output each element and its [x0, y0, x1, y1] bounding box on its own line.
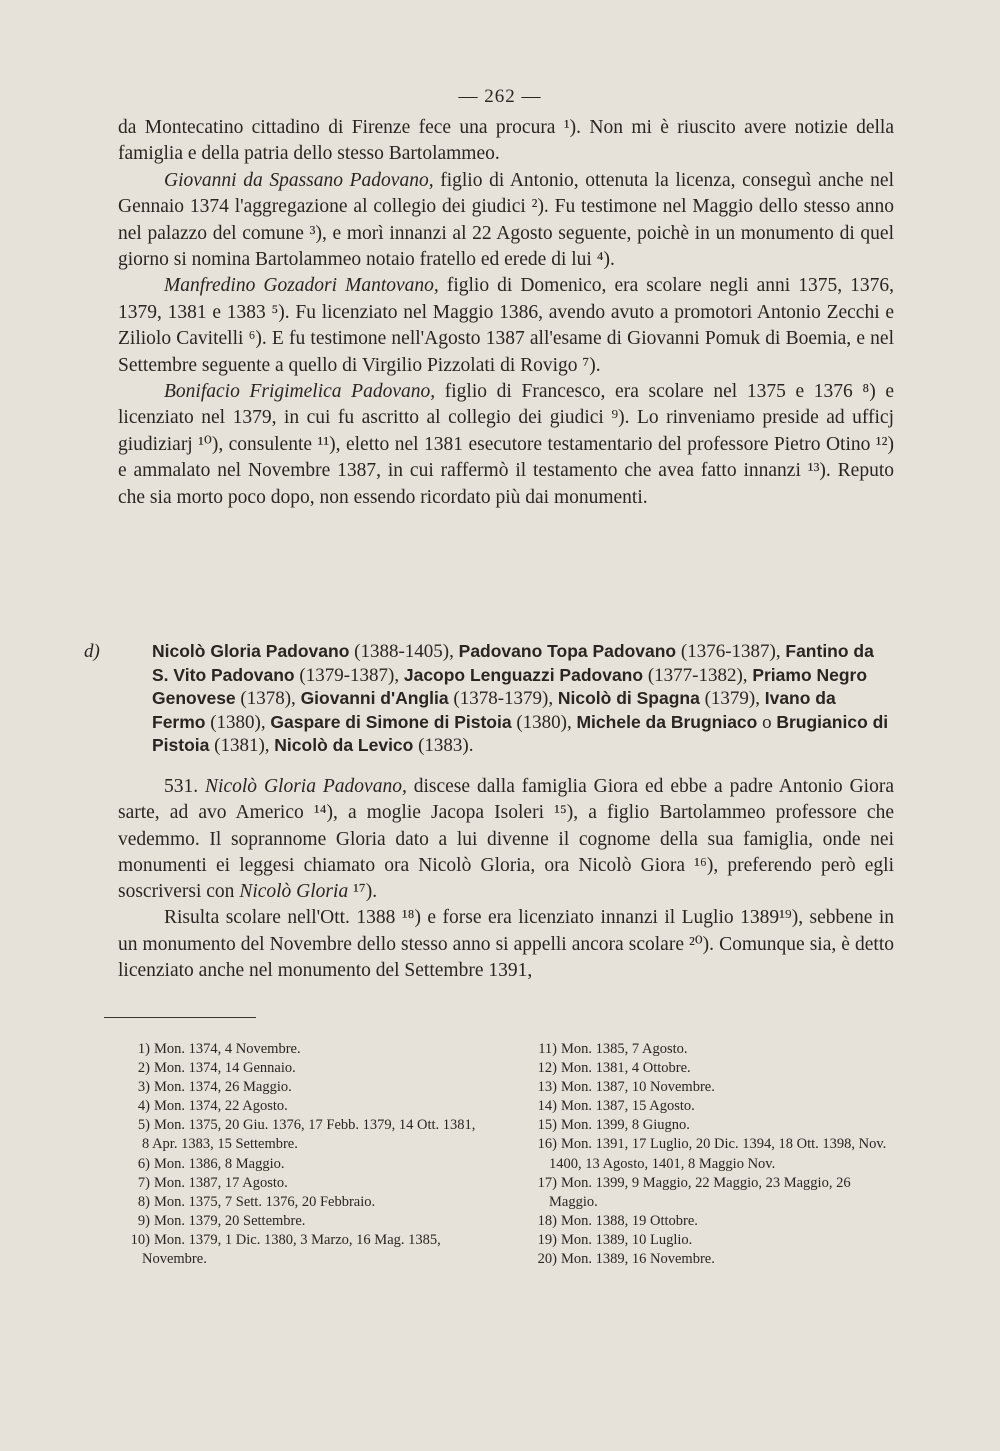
scholar-name: Ivano da Fermo [152, 688, 836, 732]
footnote-text: Mon. 1399, 9 Maggio, 22 Maggio, 23 Maggio, 26 Maggio. [549, 1174, 851, 1210]
section-d-entries [152, 641, 888, 756]
scholar-years: (1378), [235, 688, 301, 709]
footnote [511, 1097, 889, 1116]
scholar-name: Brugianico di Pistoia [152, 711, 889, 755]
paragraph-end: ¹⁷). [348, 881, 378, 903]
scholar-name: Gaspare di Simone di Pistoia [270, 711, 512, 732]
footnote [104, 1231, 484, 1269]
footnote-number: 15) [537, 1117, 557, 1134]
scholar-years: (1376-1387), [676, 641, 786, 662]
footnote-number: 20) [537, 1251, 557, 1268]
footnote [104, 1116, 484, 1154]
footnote-text: Mon. 1374, 26 Maggio. [154, 1079, 292, 1096]
footnote-number: 8) [137, 1193, 150, 1210]
footnote-number: 16) [537, 1136, 557, 1153]
footnote-text: Mon. 1387, 17 Agosto. [154, 1174, 288, 1191]
paragraph [118, 379, 894, 511]
footnote-number: 14) [537, 1098, 557, 1115]
footnote-number: 3) [137, 1079, 150, 1096]
footnote-number: 13) [537, 1079, 557, 1096]
footnote-text: Mon. 1375, 7 Sett. 1376, 20 Febbraio. [154, 1193, 376, 1210]
footnote-text: Mon. 1381, 4 Ottobre. [561, 1060, 691, 1077]
footnote [104, 1155, 484, 1174]
footnote [511, 1174, 889, 1212]
footnote-text: Mon. 1374, 14 Gennaio. [154, 1060, 296, 1077]
footnote-text: Mon. 1379, 1 Dic. 1380, 3 Marzo, 16 Mag. 1385, Novembre. [142, 1231, 441, 1268]
footnote [104, 1078, 484, 1097]
scholar-name: Nicolò da Levico [274, 735, 414, 755]
footnote [104, 1097, 484, 1116]
paragraph: da Montecatino cittadino di Firenze fece una procura ¹). Non mi è riuscito avere notizie della famiglia e della patria dello stesso Bartolammeo. [118, 117, 894, 165]
section-d-list [84, 640, 894, 758]
footnote-number: 10) [130, 1231, 150, 1248]
footnote-text: Mon. 1389, 16 Novembre. [561, 1251, 715, 1268]
footnote-text: Mon. 1374, 22 Agosto. [154, 1098, 288, 1115]
footnote [104, 1059, 484, 1078]
footnote [511, 1059, 889, 1078]
scholar-years: (1377-1382), [643, 664, 753, 686]
paragraph: Risulta scolare nell'Ott. 1388 ¹⁸) e forse era licenziato innanzi il Luglio 1389¹⁹), sebbene in un monumento del Novembre dello stesso anno si appelli ancora scolare ²⁰). Comunque sia, è detto licenziato anche nel monumento del Settembre 1391, [118, 907, 894, 982]
footnote [511, 1212, 889, 1231]
footnote [511, 1135, 889, 1173]
footnotes-right [511, 1040, 889, 1269]
paragraph [118, 273, 894, 379]
footnote [511, 1250, 889, 1269]
footnote [511, 1078, 889, 1097]
scholar-years: (1379-1387), [294, 664, 404, 686]
scholar-years: (1380), [205, 711, 271, 733]
footnote-number: 19) [537, 1231, 557, 1248]
footnote [104, 1212, 484, 1231]
footnote-number: 9) [137, 1212, 150, 1229]
footnote [511, 1040, 889, 1059]
main-text-2 [118, 774, 894, 984]
footnote [104, 1193, 484, 1212]
paragraph-body: figlio di Domenico, era scolare negli anni 1375, 1376, 1379, 1381 e 1383 ⁵). Fu licenziato nel Maggio 1386, avendo avuto a promotori Antonio Zecchi e Ziliolo Cavitelli ⁶). E fu testimone nell'Agosto 1387 all'esame di Giovanni Pomuk di Boemia, e nel Settembre seguente a quello di Virgilio Pizzolati di Rovigo ⁷). [118, 275, 894, 376]
section-d-body [84, 640, 894, 758]
page-number: — 262 — [458, 86, 542, 107]
scholar-years: (1379), [699, 688, 765, 709]
scholar-name: Nicolò Gloria Padovano [152, 641, 350, 661]
footnote-text: Mon. 1374, 4 Novembre. [154, 1041, 301, 1057]
scholar-years: (1381), [209, 735, 275, 756]
paragraph-body: figlio di Antonio, ottenuta la licenza, conseguì anche nel Gennaio 1374 l'aggregazione al collegio dei giudici ²). Fu testimone nel Maggio dello stesso anno nel palazzo del comune ³), e morì innanzi al 22 Agosto seguente, poichè in un monumento di quel giorno si nomina Bartolammeo notaio fratello ed erede di lui ⁴). [118, 169, 894, 271]
footnote [104, 1040, 484, 1059]
footnote-text: Mon. 1386, 8 Maggio. [154, 1155, 285, 1172]
signature-name: Nicolò Gloria [239, 881, 349, 903]
person-name: Giovanni da Spassano Padovano, [164, 169, 434, 191]
footnote-number: 12) [537, 1060, 557, 1077]
footnote-number: 4) [137, 1098, 150, 1115]
footnote-text: Mon. 1391, 17 Luglio, 20 Dic. 1394, 18 Ott. 1398, Nov. 1400, 13 Agosto, 1401, 8 Maggio Nov. [549, 1136, 887, 1172]
footnote-rule [104, 1017, 256, 1018]
section-number: 531. [164, 776, 199, 797]
scholar-name: Nicolò di Spagna [557, 688, 700, 708]
footnote-number: 5) [137, 1117, 150, 1134]
footnote-number: 11) [538, 1041, 557, 1057]
footnote-text: Mon. 1388, 19 Ottobre. [561, 1212, 698, 1229]
footnote-number: 18) [537, 1212, 557, 1229]
scholar-years: (1383). [413, 735, 474, 756]
scholar-name: Fantino da S. Vito Padovano [152, 641, 874, 685]
scholar-years: (1380), [511, 711, 577, 733]
section-tag: d) [84, 641, 100, 662]
footnote-text: Mon. 1375, 20 Giu. 1376, 17 Febb. 1379, 14 Ott. 1381, 8 Apr. 1383, 15 Settembre. [142, 1117, 476, 1153]
person-name: Bonifacio Frigimelica Padovano, [164, 381, 436, 403]
footnotes-left [104, 1040, 484, 1269]
paragraph [118, 774, 894, 905]
scholar-name: Jacopo Lenguazzi Padovano [403, 664, 644, 685]
footnote [104, 1174, 484, 1193]
main-text [118, 115, 894, 511]
paragraph-body: discese dalla famiglia Giora ed ebbe a padre Antonio Giora sarte, ad avo Americo ¹⁴), a moglie Jacopa Isoleri ¹⁵), a figlio Bartolammeo professore che vedemmo. Il soprannome Gloria dato a lui divenne il cognome della sua famiglia, onde nei monumenti ei leggesi chiamato ora Nicolò Gloria, ora Nicolò Giora ¹⁶), preferendo però egli soscriversi con [118, 776, 894, 903]
scholar-name: Michele da Brugniaco [576, 711, 758, 732]
footnote-text: Mon. 1385, 7 Agosto. [561, 1041, 688, 1057]
scholar-name: Priamo Negro Genovese [152, 664, 868, 708]
paragraph [118, 168, 894, 274]
person-name: Nicolò Gloria Padovano, [205, 776, 407, 797]
scholar-years: o [757, 711, 777, 733]
footnote-number: 7) [137, 1174, 150, 1191]
footnote [511, 1116, 889, 1135]
footnote-text: Mon. 1387, 10 Novembre. [561, 1079, 715, 1096]
footnote-number: 6) [137, 1155, 150, 1172]
scholar-years: (1378-1379), [448, 688, 558, 709]
footnote-text: Mon. 1379, 20 Settembre. [154, 1212, 306, 1229]
footnote-text: Mon. 1389, 10 Luglio. [561, 1231, 693, 1248]
footnote-text: Mon. 1399, 8 Giugno. [561, 1117, 690, 1134]
scholar-years: (1388-1405), [349, 641, 459, 662]
paragraph-body: figlio di Francesco, era scolare nel 1375 e 1376 ⁸) e licenziato nel 1379, in cui fu ascritto al collegio dei giudici ⁹). Lo rinveniamo preside ad ufficj giudiziarj ¹⁰), consulente ¹¹), eletto nel 1381 esecutore testamentario del professore Pietro Otino ¹²) e ammalato nel Novembre 1387, in cui raffermò il testamento che avea fatto innanzi ¹³). Reputo che sia morto poco dopo, non essendo ricordato più dai monumenti. [118, 381, 895, 508]
footnote-number: 2) [137, 1060, 150, 1077]
person-name: Manfredino Gozadori Mantovano, [164, 275, 439, 297]
footnote-number: 17) [537, 1174, 557, 1191]
scholar-name: Padovano Topa Padovano [458, 641, 677, 661]
scholar-name: Giovanni d'Anglia [300, 688, 449, 708]
footnote [511, 1231, 889, 1250]
footnote-text: Mon. 1387, 15 Agosto. [561, 1098, 695, 1115]
footnote-number: 1) [137, 1041, 150, 1057]
